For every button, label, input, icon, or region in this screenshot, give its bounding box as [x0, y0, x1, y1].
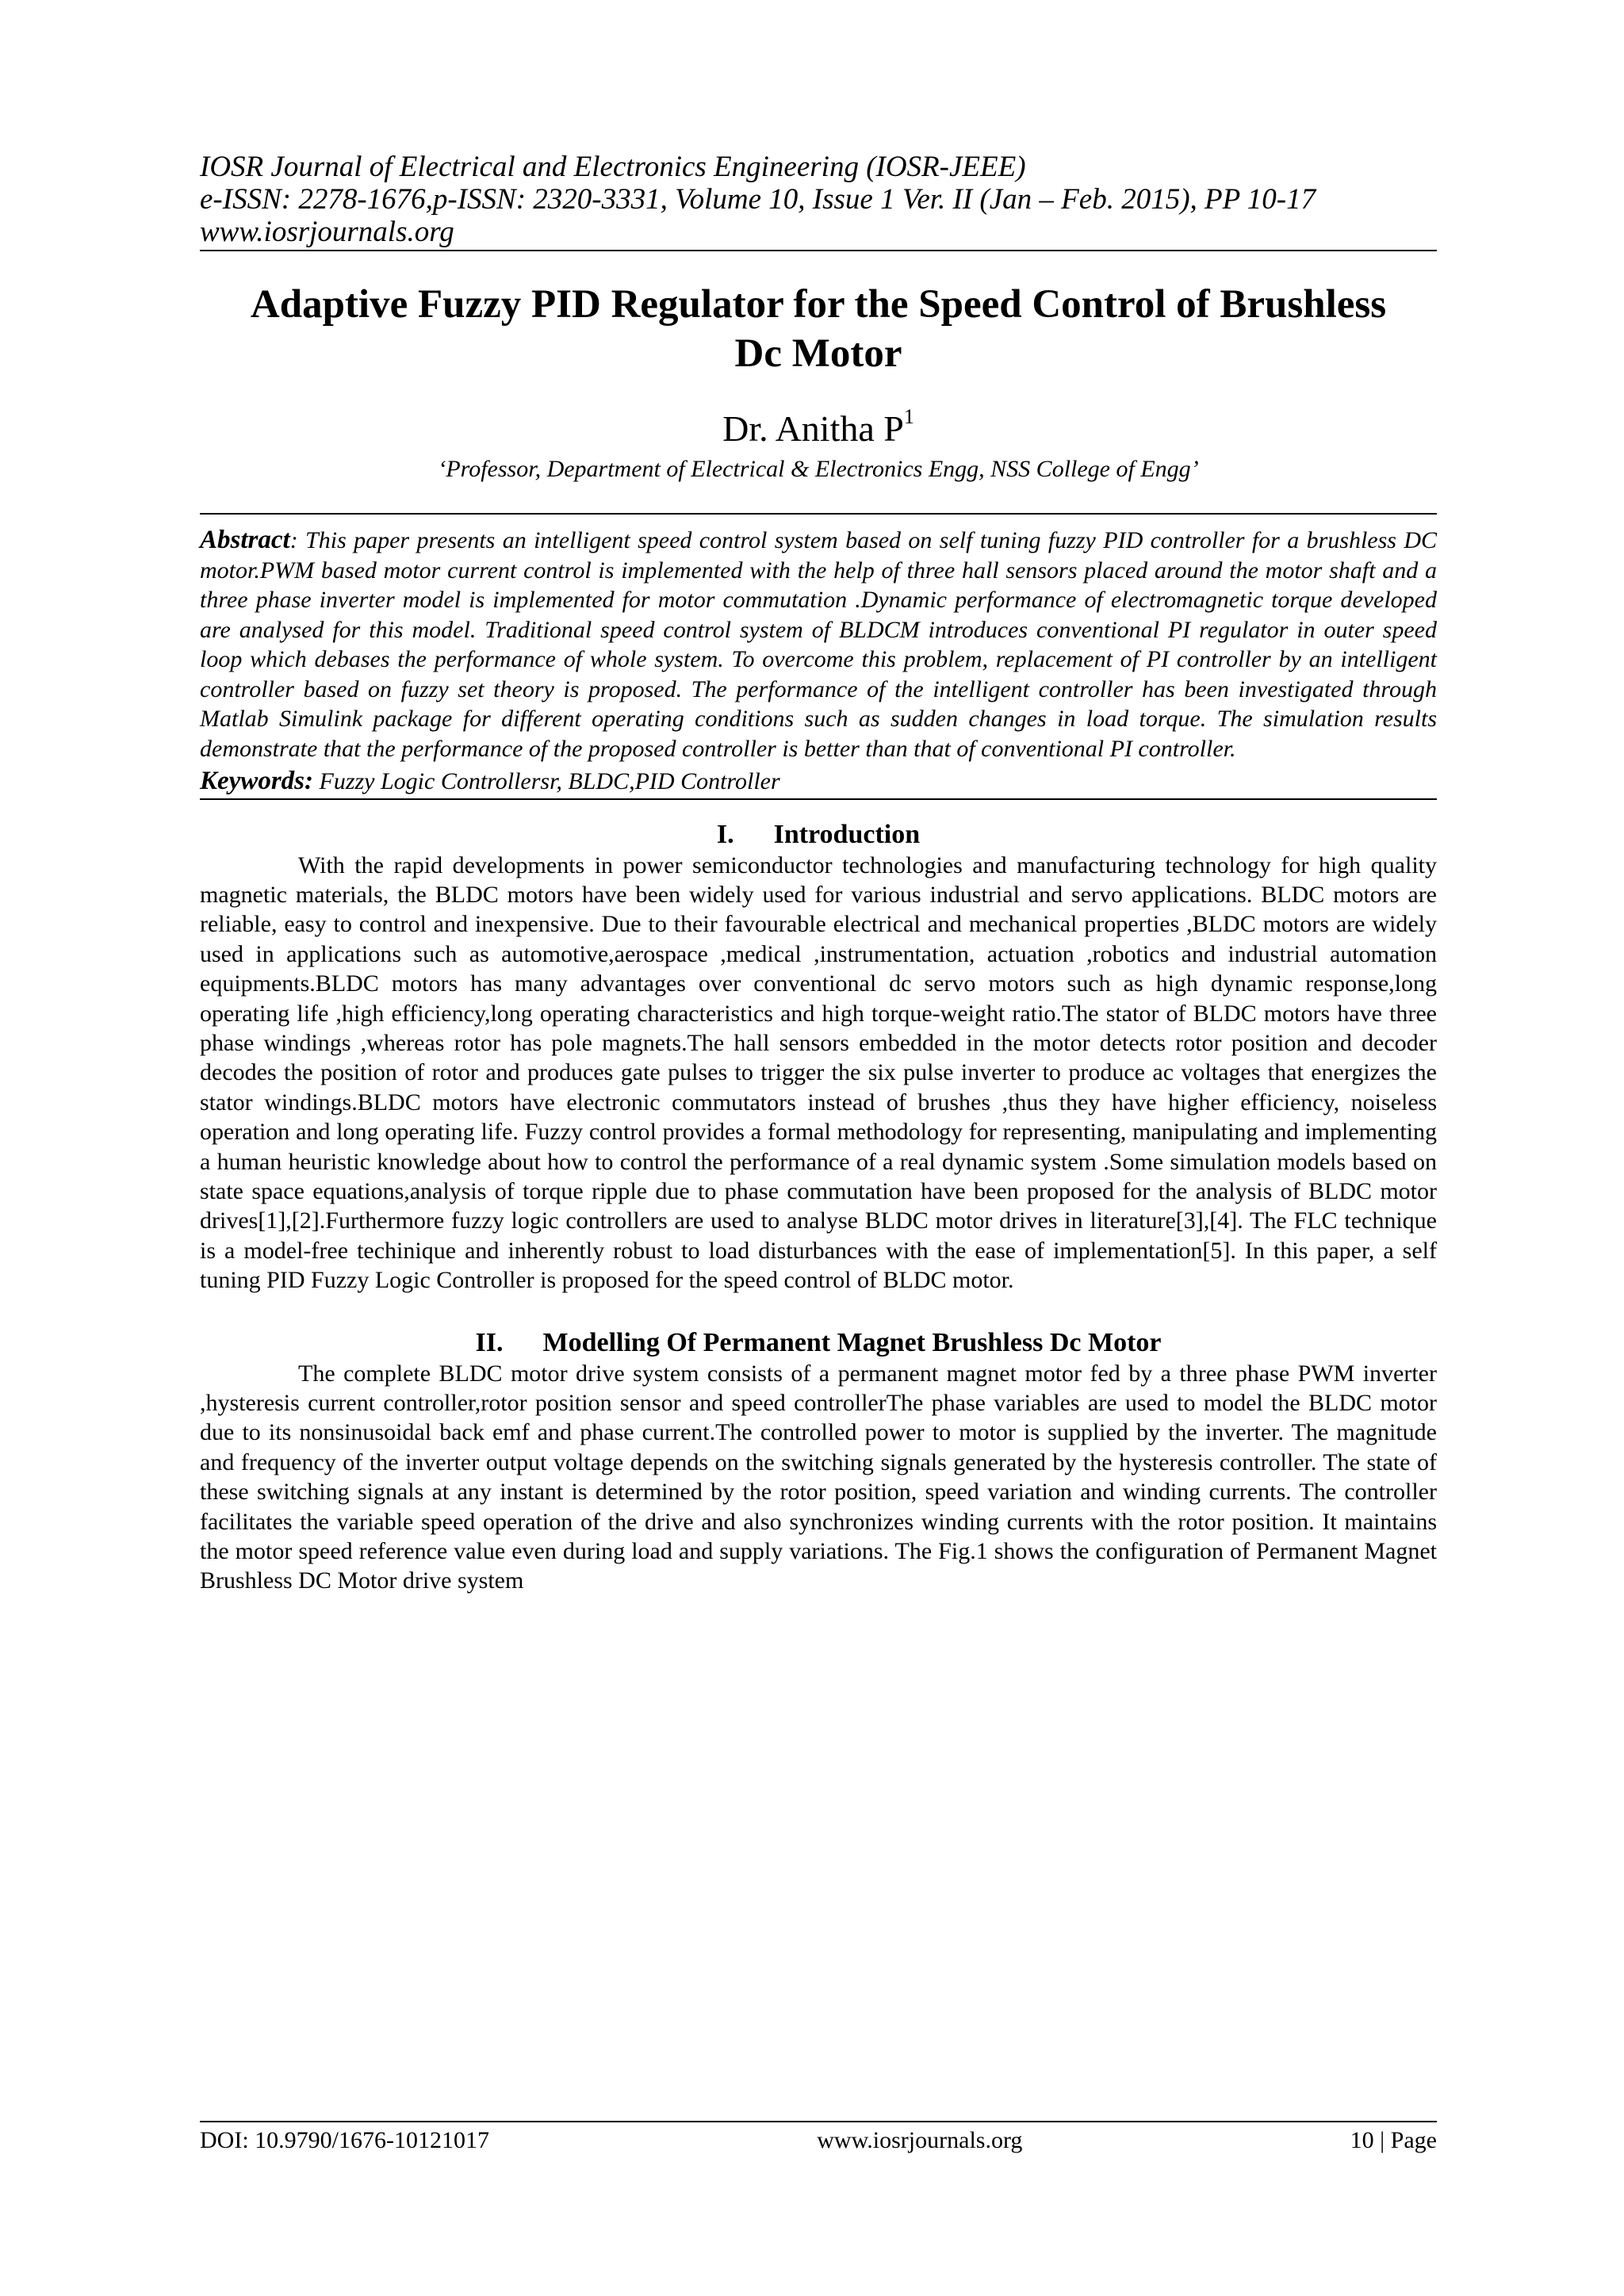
page-footer — [200, 2121, 1437, 2156]
section-title: Modelling Of Permanent Magnet Brushless Dc Motor — [542, 1327, 1162, 1357]
section-heading-introduction — [200, 819, 1437, 851]
author-text: Dr. Anitha P — [722, 408, 904, 449]
author-affiliation: ‘Professor, Department of Electrical & Electronics Engg, NSS College of Engg’ — [438, 456, 1199, 482]
keywords-label: Keywords: — [200, 767, 313, 795]
author-name — [200, 405, 1437, 450]
modelling-paragraph: The complete BLDC motor drive system consists of a permanent magnet motor fed by a three phase PWM inverter ,hysteresis current controller,rotor position sensor and speed controllerThe phase variables are used to model the BLDC motor due to its nonsinusoidal back emf and phase current.The controlled power to motor is supplied by the inverter. The magnitude and frequency of the inverter output voltage depends on the switching signals generated by the hysteresis controller. The state of these switching signals at any instant is determined by the rotor position, speed variation and winding currents. The controller facilitates the variable speed operation of the drive and also synchronizes winding currents with the rotor position. It maintains the motor speed reference value even during load and supply variations. The Fig.1 shows the configuration of Permanent Magnet Brushless DC Motor drive system — [200, 1360, 1437, 1594]
abstract — [200, 526, 1437, 763]
paper-page — [200, 151, 1437, 2149]
journal-header — [200, 151, 1437, 248]
introduction-paragraph: With the rapid developments in power semiconductor technologies and manufacturing technology for high quality magnetic materials, the BLDC motors have been widely used for various industrial and servo applications. BLDC motors are reliable, easy to control and inexpensive. Due to their favourable electrical and mechanical properties ,BLDC motors are widely used in applications such as automotive,aerospace ,medical ,instrumentation, actuation ,robotics and industrial automation equipments.BLDC motors has many advantages over conventional dc servo motors such as high dynamic response,long operating life ,high efficiency,long operating characteristics and high torque-weight ratio.The stator of BLDC motors have three phase windings ,whereas rotor has pole magnets.The hall sensors embedded in the motor detects rotor position and decoder decodes the position of rotor and produces gate pulses to trigger the six pulse inverter to produce ac voltages that energizes the stator windings.BLDC motors have electronic commutators instead of brushes ,thus they have higher efficiency, noiseless operation and long operating life. Fuzzy control provides a formal methodology for representing, manipulating and implementing a human heuristic knowledge about how to control the performance of a real dynamic system .Some simulation models based on state space equations,analysis of torque ripple due to phase commutation have been proposed for the analysis of BLDC motor drives[1],[2].Furthermore fuzzy logic controllers are used to analyse BLDC motor drives in literature[3],[4]. The FLC technique is a model-free techinique and inherently robust to load disturbances with the ease of implementation[5]. In this paper, a self tuning PID Fuzzy Logic Controller is proposed for the speed control of BLDC motor. — [200, 851, 1437, 1294]
paper-title — [200, 280, 1437, 378]
section-number: I. — [716, 819, 734, 849]
footer-doi: DOI: 10.9790/1676-10121017 — [200, 2127, 489, 2153]
journal-website: www.iosrjournals.org — [200, 216, 454, 248]
section-title: Introduction — [773, 819, 921, 849]
abstract-text: : This paper presents an intelligent speed control system based on self tuning fuzzy PID controller for a brushless DC motor.PWM based motor current control is implemented with the help of three hall sensors placed around the motor shaft and a three phase inverter model is implemented for motor commutation .Dynamic performance of electromagnetic torque developed are analysed for this model. Traditional speed control system of BLDCM introduces conventional PI regulator in outer speed loop which debases the performance of whole system. To overcome this problem, replacement of PI controller by an intelligent controller based on fuzzy set theory is proposed. The performance of the intelligent controller has been investigated through Matlab Simulink package for different operating conditions such as sudden changes in load torque. The simulation results demonstrate that the performance of the proposed controller is better than that of conventional PI controller. — [200, 527, 1437, 762]
section-heading-modelling — [200, 1327, 1437, 1359]
keywords — [200, 767, 1437, 797]
journal-issn: e-ISSN: 2278-1676,p-ISSN: 2320-3331, Volume 10, Issue 1 Ver. II (Jan – Feb. 2015), PP 10-17 — [200, 183, 1316, 216]
footer-page-number: 10 | Page — [1350, 2127, 1437, 2153]
paper-title-line-1: Adaptive Fuzzy PID Regulator for the Speed Control of Brushless — [250, 282, 1387, 327]
footer-row — [200, 2126, 1437, 2156]
journal-name: IOSR Journal of Electrical and Electronics Engineering (IOSR-JEEE) — [200, 151, 1026, 183]
paper-title-line-2: Dc Motor — [734, 331, 902, 376]
keywords-text: Fuzzy Logic Controllersr, BLDC,PID Controller — [313, 768, 780, 794]
keywords-divider — [200, 798, 1437, 800]
footer-divider — [200, 2121, 1437, 2122]
footer-website: www.iosrjournals.org — [817, 2127, 1023, 2153]
header-divider — [200, 250, 1437, 251]
section-number: II. — [475, 1327, 504, 1357]
abstract-label: Abstract — [200, 526, 290, 554]
author-superscript: 1 — [903, 405, 914, 428]
abstract-divider — [200, 513, 1437, 515]
